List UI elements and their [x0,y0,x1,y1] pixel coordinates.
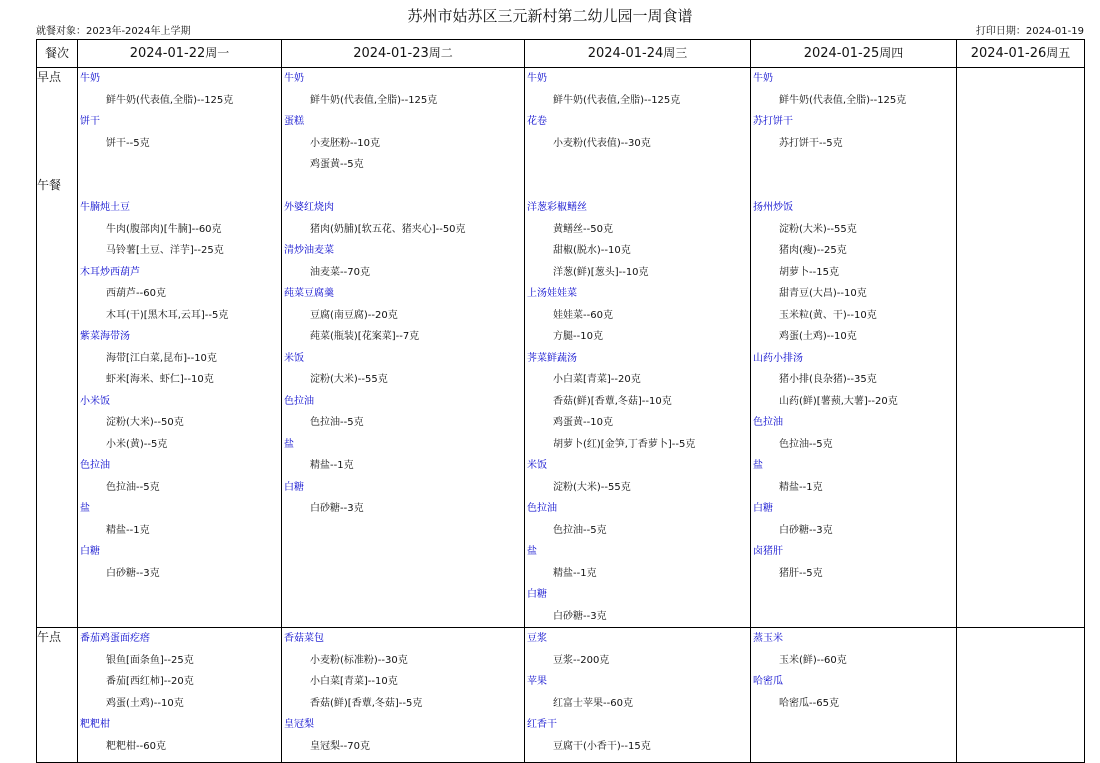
ingredient-line: 豆浆--200克 [553,654,610,666]
meal-row [37,176,1085,628]
ingredient-line: 甜椒(脱水)--10克 [553,245,631,256]
ingredient-line: 番茄[西红柿]--20克 [106,676,194,687]
ingredient-line: 莼菜(瓶装)[花案菜]--7克 [310,331,420,342]
ingredient-line: 胡萝卜(红)[金笋,丁香萝卜]--5克 [553,438,696,450]
dish-name: 色拉油 [80,460,110,471]
meal-column-header: 餐次 [37,40,78,68]
ingredient-line: 鸡蛋黄--5克 [310,159,364,170]
dish-name: 牛奶 [80,73,100,84]
ingredient-line: 淀粉(大米)--55克 [310,374,388,385]
ingredient-line: 洋葱(鲜)[葱头]--10克 [553,266,649,278]
dish-name: 饼干 [80,116,100,127]
dish-name: 色拉油 [527,503,557,514]
ingredient-line: 色拉油--5克 [779,438,833,450]
dish-name: 盐 [753,460,763,471]
dish-name: 牛腩炖土豆 [80,202,130,213]
day-header [751,40,957,68]
ingredient-line: 鸡蛋(土鸡)--10克 [779,331,857,342]
day-cell [957,176,1085,628]
ingredient-line: 精盐--1克 [310,460,354,471]
ingredient-line: 牛肉(腹部肉)[牛腩]--60克 [106,223,222,235]
ingredient-line: 精盐--1克 [106,524,150,536]
ingredient-line: 小麦胚粉--10克 [310,137,380,149]
ingredient-line: 小麦粉(代表值)--30克 [553,137,651,149]
dish-name: 盐 [527,546,537,557]
dish-name: 上汤娃娃菜 [527,288,577,299]
day-cell [751,628,957,763]
dish-name: 花卷 [527,116,547,127]
day-cell [282,176,525,628]
ingredient-line: 小白菜[青菜]--10克 [310,676,398,687]
ingredient-line: 猪肉(奶脯)[软五花、猪夹心]--50克 [310,223,466,235]
day-weekday: 周四 [879,46,904,60]
ingredient-line: 油麦菜--70克 [310,266,370,278]
day-cell [78,176,282,628]
day-weekday: 周二 [428,46,453,60]
day-header [957,40,1085,68]
dish-name: 白糖 [80,546,100,557]
day-cell [282,628,525,763]
day-header [282,40,525,68]
ingredient-line: 鲜牛奶(代表值,全脂)--125克 [553,94,681,106]
ingredient-line: 胡萝卜--15克 [779,266,839,278]
print-date: 打印日期：2024-01-19 [975,26,1084,37]
day-header [78,40,282,68]
ingredient-line: 猪肉(瘦)--25克 [779,245,847,256]
dish-name: 苏打饼干 [753,116,793,127]
day-cell [78,628,282,763]
cell-spacer [751,176,956,198]
dish-name: 木耳炒西葫芦 [80,266,140,278]
page-title: 苏州市姑苏区三元新村第二幼儿园一周食谱 [407,7,693,25]
day-weekday: 周五 [1046,46,1071,60]
dish-name: 牛奶 [527,73,547,84]
day-cell [525,176,751,628]
ingredient-line: 精盐--1克 [553,567,597,579]
meal-label: 午餐 [37,176,78,628]
ingredient-line: 色拉油--5克 [310,417,364,428]
ingredient-line: 白砂糖--3克 [310,503,364,514]
dish-name: 豆浆 [527,633,547,644]
dish-name: 清炒油麦菜 [284,245,334,256]
weekly-menu-table [36,39,1085,763]
dish-name: 山药小排汤 [753,352,803,364]
ingredient-line: 淀粉(大米)--55克 [779,223,857,235]
ingredient-line: 淀粉(大米)--50克 [106,417,184,428]
day-cell [751,176,957,628]
ingredient-line: 玉米粒(黄、干)--10克 [779,309,877,321]
day-header [525,40,751,68]
meal-row [37,68,1085,176]
dish-name: 苹果 [527,676,547,687]
ingredient-line: 木耳(干)[黑木耳,云耳]--5克 [106,309,229,321]
dish-name: 红香干 [527,719,557,730]
dish-name: 白糖 [527,589,547,600]
ingredient-line: 豆腐(南豆腐)--20克 [310,309,398,321]
dish-name: 蒸玉米 [753,633,783,644]
ingredient-line: 豆腐干(小香干)--15克 [553,740,651,752]
meal-label: 早点 [37,68,78,176]
ingredient-line: 精盐--1克 [779,481,823,493]
ingredient-line: 玉米(鲜)--60克 [779,654,847,666]
ingredient-line: 小米(黄)--5克 [106,438,168,450]
dish-name: 皇冠梨 [284,719,314,730]
dish-name: 白糖 [753,503,773,514]
dish-name: 牛奶 [284,73,304,84]
header-row [37,40,1085,68]
ingredient-line: 粑粑柑--60克 [106,740,166,752]
meal-row [37,628,1085,763]
dish-name: 荠菜鲜蔬汤 [527,352,577,364]
ingredient-line: 色拉油--5克 [553,524,607,536]
day-date: 2024-01-26 [970,46,1047,61]
dish-name: 小米饭 [80,395,110,407]
dish-name: 卤猪肝 [753,546,783,557]
dish-name: 盐 [284,438,294,450]
ingredient-line: 黄鳝丝--50克 [553,223,613,235]
ingredient-line: 银鱼[面条鱼]--25克 [106,654,194,666]
ingredient-line: 皇冠梨--70克 [310,740,370,752]
ingredient-line: 马铃薯[土豆、洋芋]--25克 [106,245,224,256]
day-cell [78,68,282,176]
dish-name: 蛋糕 [284,116,304,127]
day-date: 2024-01-25 [803,46,880,61]
ingredient-line: 山药(鲜)[薯蓣,大薯]--20克 [779,395,898,407]
day-weekday: 周一 [205,46,230,60]
ingredient-line: 猪肝--5克 [779,567,823,579]
ingredient-line: 白砂糖--3克 [553,610,607,622]
ingredient-line: 饼干--5克 [106,137,150,149]
dish-name: 番茄鸡蛋面疙瘩 [80,633,150,644]
ingredient-line: 鲜牛奶(代表值,全脂)--125克 [779,94,907,106]
dining-target: 就餐对象：2023年-2024年上学期 [36,26,191,37]
ingredient-line: 方腿--10克 [553,331,603,342]
ingredient-line: 甜青豆(大昌)--10克 [779,288,867,299]
day-cell [282,68,525,176]
ingredient-line: 香菇(鲜)[香蕈,冬菇]--5克 [310,697,423,709]
dish-name: 盐 [80,503,90,514]
dish-name: 色拉油 [753,417,783,428]
ingredient-line: 色拉油--5克 [106,481,160,493]
meal-label: 午点 [37,628,78,763]
dish-name: 香菇菜包 [284,633,324,644]
cell-spacer [282,176,524,198]
ingredient-line: 海带[江白菜,昆布]--10克 [106,352,217,364]
ingredient-line: 鸡蛋黄--10克 [553,417,613,428]
dish-name: 色拉油 [284,395,314,407]
ingredient-line: 鸡蛋(土鸡)--10克 [106,697,184,709]
ingredient-line: 红富士苹果--60克 [553,697,633,709]
day-cell [525,68,751,176]
ingredient-line: 鲜牛奶(代表值,全脂)--125克 [106,94,234,106]
dish-name: 粑粑柑 [80,719,110,730]
ingredient-line: 鲜牛奶(代表值,全脂)--125克 [310,94,438,106]
ingredient-line: 猪小排(良杂猪)--35克 [779,374,877,385]
dish-name: 外婆红烧肉 [284,202,334,213]
ingredient-line: 香菇(鲜)[香蕈,冬菇]--10克 [553,395,672,407]
ingredient-line: 小麦粉(标准粉)--30克 [310,654,408,666]
dish-name: 紫菜海带汤 [80,331,130,342]
dish-name: 米饭 [527,460,547,471]
cell-spacer [525,176,750,198]
ingredient-line: 哈密瓜--65克 [779,697,839,709]
day-date: 2024-01-22 [129,46,206,61]
ingredient-line: 淀粉(大米)--55克 [553,481,631,493]
day-cell [751,68,957,176]
day-date: 2024-01-23 [353,46,429,61]
ingredient-line: 虾米[海米、虾仁]--10克 [106,374,214,385]
dish-name: 哈密瓜 [753,676,783,687]
ingredient-line: 白砂糖--3克 [106,567,160,579]
day-cell [957,68,1085,176]
day-cell [525,628,751,763]
ingredient-line: 苏打饼干--5克 [779,137,843,149]
dish-name: 扬州炒饭 [753,202,793,213]
menu-body [37,68,1085,763]
dish-name: 莼菜豆腐羹 [284,288,334,299]
day-cell [957,628,1085,763]
day-weekday: 周三 [663,46,688,60]
dish-name: 牛奶 [753,73,773,84]
dish-name: 白糖 [284,481,304,493]
ingredient-line: 小白菜[青菜]--20克 [553,374,641,385]
ingredient-line: 娃娃菜--60克 [553,309,613,321]
cell-spacer [78,176,281,198]
dish-name: 米饭 [284,352,304,364]
dish-name: 洋葱彩椒鳝丝 [527,202,587,213]
day-date: 2024-01-24 [587,46,664,61]
ingredient-line: 西葫芦--60克 [106,288,166,299]
ingredient-line: 白砂糖--3克 [779,524,833,536]
